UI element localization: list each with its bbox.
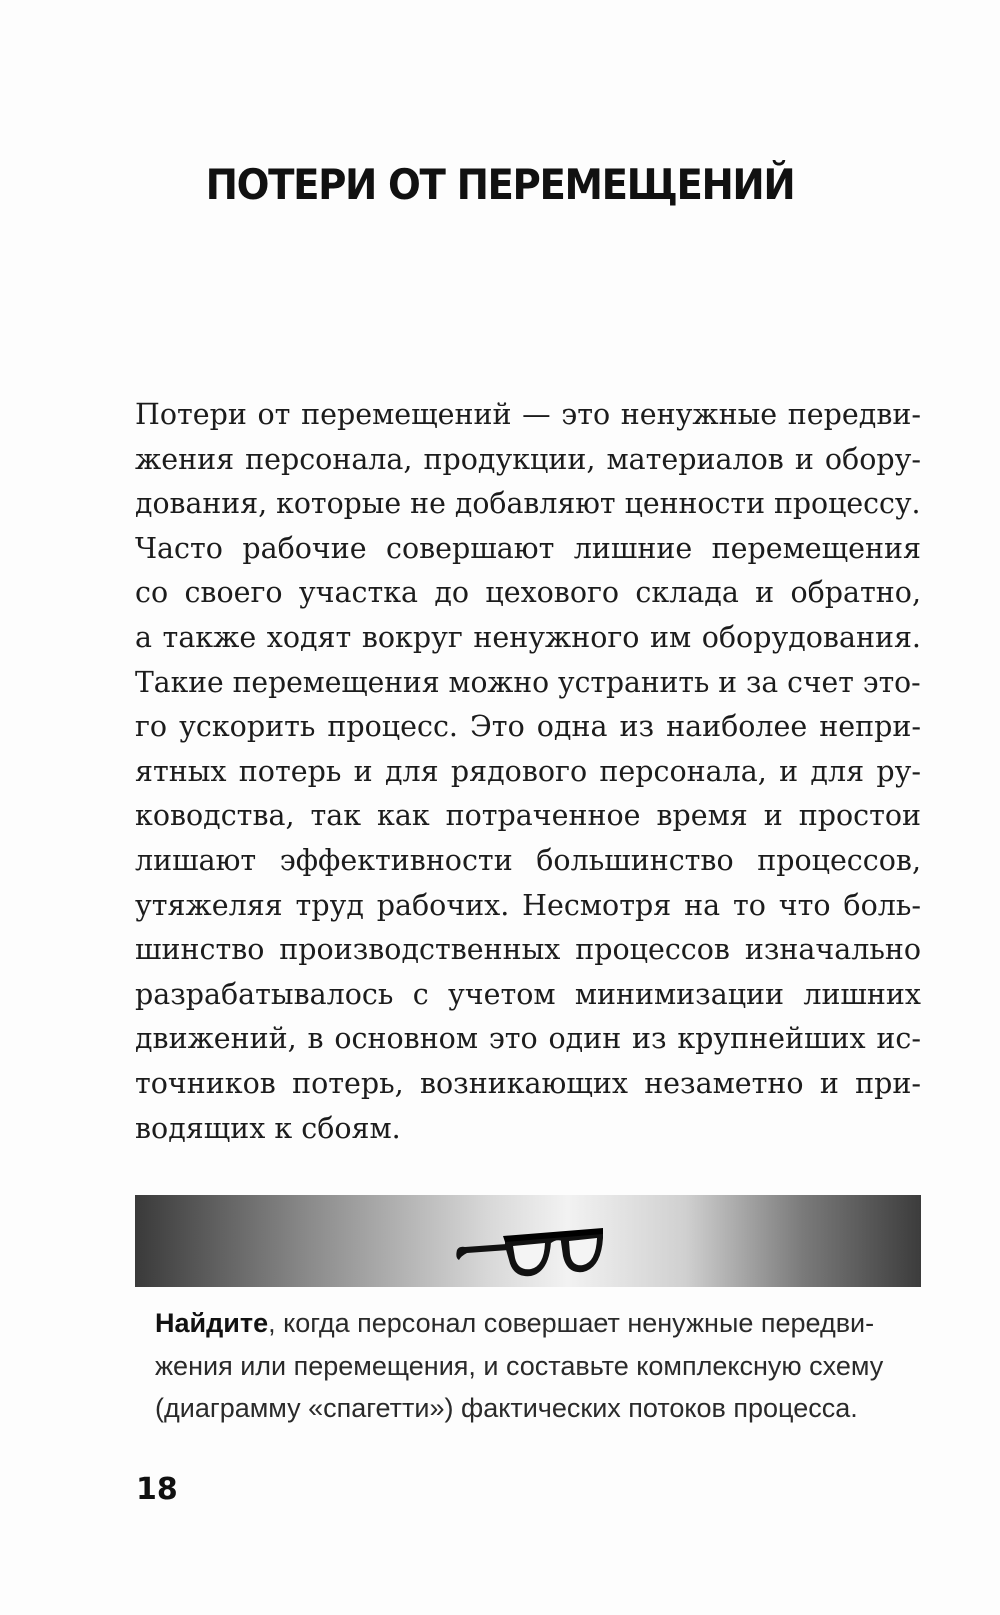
tip-line (155, 1302, 921, 1345)
body-line: разрабатывалось с учетом минимизации лишних (135, 977, 921, 1011)
body-line: шинство производственных процессов изначально (135, 933, 921, 967)
body-line: Такие перемещения можно устранить и за счет это- (135, 665, 921, 699)
tip-line: (диаграмму «спагетти») фактических потоков процесса. (155, 1393, 858, 1423)
tip-line: жения или перемещения, и составьте комплексную схему (155, 1350, 884, 1381)
body-line: Потери от перемещений — это ненужные передви- (135, 398, 921, 431)
body-line: ятных потерь и для рядового персонала, и для ру- (135, 754, 921, 788)
tip-paragraph (155, 1302, 921, 1430)
page-title: ПОТЕРИ ОТ ПЕРЕМЕЩЕНИЙ (205, 160, 795, 209)
body-paragraph (135, 393, 921, 1151)
body-line: утяжеляя труд рабочих. Несмотря на то что боль- (135, 888, 921, 922)
body-line: водящих к сбоям. (135, 1111, 401, 1145)
body-line: дования, которые не добавляют ценности процессу. (135, 487, 921, 521)
page-number: 18 (136, 1472, 178, 1507)
body-line: точников потерь, возникающих незаметно и при- (135, 1066, 921, 1100)
tip-keyword: Найдите (155, 1308, 269, 1338)
body-line: ководства, так как потраченное время и простои (135, 799, 921, 833)
body-line: а также ходят вокруг ненужного им оборудования. (135, 620, 921, 654)
body-line: движений, в основном это один из крупнейших ис- (135, 1022, 921, 1056)
body-line: го ускорить процесс. Это одна из наиболее непри- (135, 710, 921, 744)
body-line: лишают эффективности большинство процессов, (135, 843, 921, 877)
tip-line-rest: , когда персонал совершает ненужные передви- (268, 1308, 875, 1338)
glasses-icon (455, 1220, 605, 1290)
body-line: Часто рабочие совершают лишние перемещения (135, 531, 921, 565)
body-line: жения персонала, продукции, материалов и обору- (135, 442, 921, 476)
body-line: со своего участка до цехового склада и обратно, (135, 576, 921, 610)
